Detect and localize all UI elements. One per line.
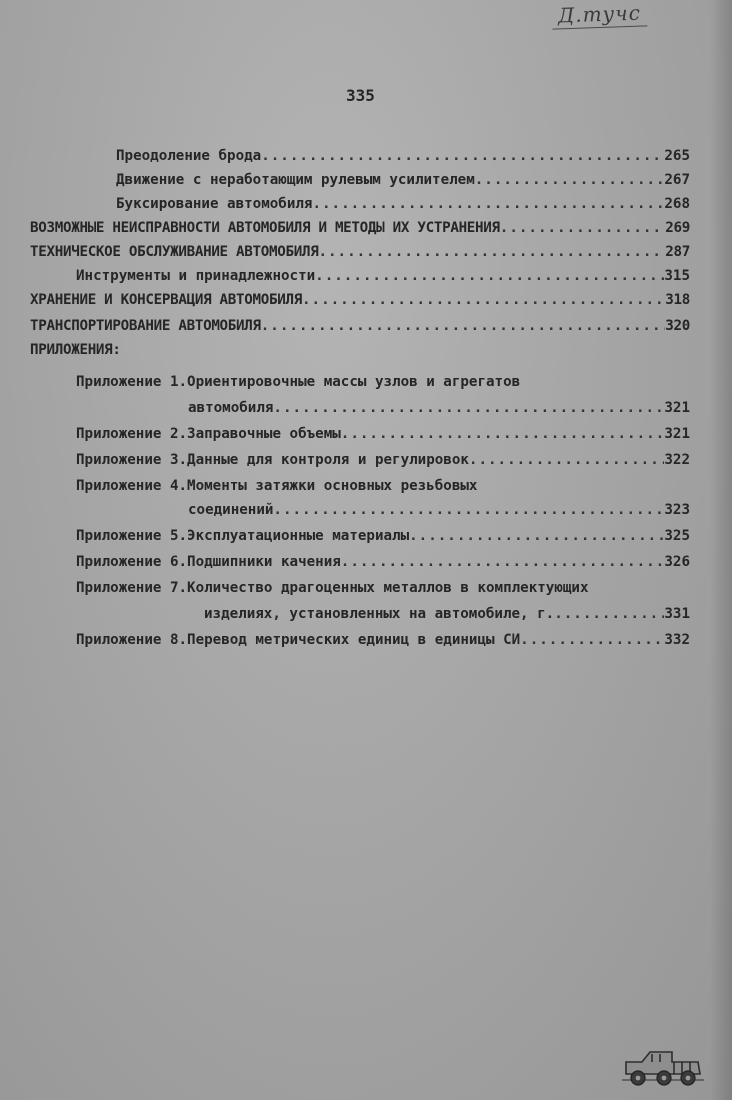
toc-leader-dots <box>475 172 665 188</box>
toc-entry-title: Приложение 1.Ориентировочные массы узлов и агрегатов <box>76 374 521 390</box>
toc-entry <box>116 196 690 218</box>
toc-entry <box>76 268 690 290</box>
toc-entry-title: Движение с неработающим рулевым усилителем <box>116 172 475 188</box>
toc-leader-dots <box>261 318 666 334</box>
page-edge-shadow <box>710 0 732 1100</box>
toc-entry <box>76 580 706 602</box>
toc-leader-dots <box>318 244 665 260</box>
toc-entry <box>30 244 690 266</box>
toc-entry <box>30 318 690 340</box>
toc-entry-page: 269 <box>665 220 690 236</box>
toc-entry-page: 322 <box>664 452 690 468</box>
toc-entry-title: Приложение 7.Количество драгоценных металлов в комплектующих <box>76 580 589 596</box>
toc-entry <box>30 292 690 314</box>
toc-leader-dots <box>273 400 664 416</box>
toc-leader-dots <box>341 554 665 570</box>
toc-entry <box>76 452 690 474</box>
toc-entry-title: автомобиля <box>188 400 274 416</box>
toc-entry <box>76 374 696 396</box>
toc-leader-dots <box>554 606 664 622</box>
toc-entry-continuation <box>204 606 690 628</box>
toc-leader-dots <box>520 632 664 648</box>
toc-entry <box>30 220 690 242</box>
toc-entry-page: 331 <box>664 606 690 622</box>
toc-entry-title: Приложение 5.Эксплуатационные материалы <box>76 528 410 544</box>
toc-entry-title: ТРАНСПОРТИРОВАНИЕ АВТОМОБИЛЯ <box>30 318 261 334</box>
toc-entry-page: 265 <box>664 148 690 164</box>
toc-entry-title: соединений <box>188 502 274 518</box>
toc-entry-page: 320 <box>665 318 690 334</box>
toc-leader-dots <box>302 292 665 308</box>
toc-entry-title: ТЕХНИЧЕСКОЕ ОБСЛУЖИВАНИЕ АВТОМОБИЛЯ <box>30 244 319 260</box>
toc-entry-title: Приложение 4.Моменты затяжки основных резьбовых <box>76 478 478 494</box>
toc-entry-title: Приложение 8.Перевод метрических единиц в единицы СИ <box>76 632 521 648</box>
truck-icon <box>620 1040 706 1092</box>
toc-entry <box>76 528 690 550</box>
page-number: 335 <box>346 86 375 105</box>
toc-entry-title: Приложение 2.Заправочные объемы <box>76 426 341 442</box>
toc-entry-page: 321 <box>664 400 690 416</box>
toc-entry <box>76 426 690 448</box>
toc-leader-dots <box>469 452 664 468</box>
toc-entry-continuation <box>188 400 690 422</box>
toc-entry-title: Инструменты и принадлежности <box>76 268 316 284</box>
toc-section-heading <box>30 342 330 364</box>
toc-entry-continuation <box>188 502 690 524</box>
toc-entry <box>76 632 690 654</box>
toc-entry <box>76 478 696 500</box>
toc-entry-page: 287 <box>665 244 690 260</box>
toc-entry <box>116 172 690 194</box>
toc-entry-page: 325 <box>664 528 690 544</box>
handwritten-note: Д.тучс <box>552 0 648 29</box>
toc-leader-dots <box>500 220 665 236</box>
toc-entry-title: изделиях, установленных на автомобиле, г. <box>204 606 555 622</box>
toc-leader-dots <box>315 268 664 284</box>
toc-entry-title: ХРАНЕНИЕ И КОНСЕРВАЦИЯ АВТОМОБИЛЯ <box>30 292 302 308</box>
toc-entry-title: Приложение 6.Подшипники качения <box>76 554 341 570</box>
toc-entry-page: 332 <box>664 632 690 648</box>
toc-entry-page: 268 <box>664 196 690 212</box>
toc-entry-page: 323 <box>664 502 690 518</box>
toc-entry-title: Буксирование автомобиля <box>116 196 313 212</box>
toc-entry-page: 315 <box>664 268 690 284</box>
toc-entry-title: ВОЗМОЖНЫЕ НЕИСПРАВНОСТИ АВТОМОБИЛЯ И МЕТОДЫ ИХ УСТРАНЕНИЯ <box>30 220 500 236</box>
toc-leader-dots <box>409 528 664 544</box>
toc-leader-dots <box>341 426 665 442</box>
toc-heading-title: ПРИЛОЖЕНИЯ: <box>30 342 121 358</box>
toc-entry-page: 267 <box>664 172 690 188</box>
toc-leader-dots <box>261 148 664 164</box>
toc-entry <box>76 554 690 576</box>
toc-entry-page: 321 <box>664 426 690 442</box>
toc-leader-dots <box>273 502 664 518</box>
toc-entry-title: Преодоление брода <box>116 148 262 164</box>
toc-entry-page: 318 <box>665 292 690 308</box>
toc-leader-dots <box>312 196 664 212</box>
toc-entry <box>116 148 690 170</box>
toc-entry-page: 326 <box>664 554 690 570</box>
toc-entry-title: Приложение 3.Данные для контроля и регулировок <box>76 452 469 468</box>
